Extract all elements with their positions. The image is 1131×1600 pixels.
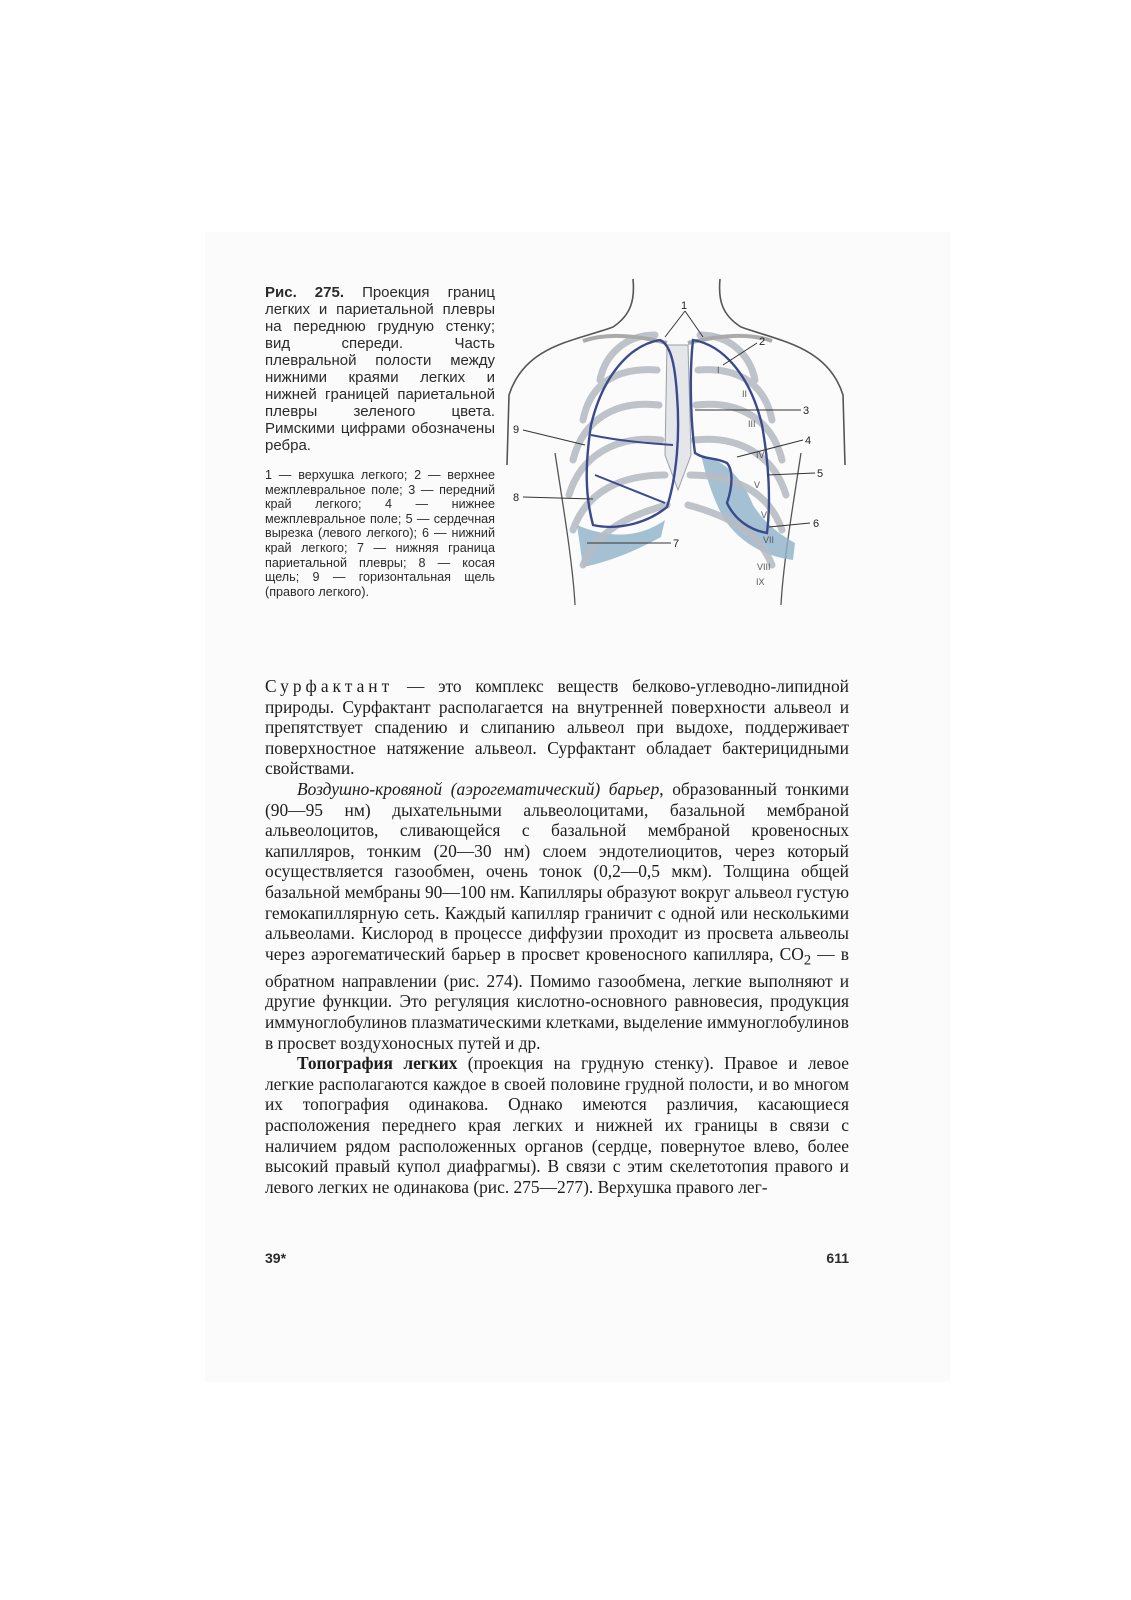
body-text (265, 676, 849, 1197)
rib-label-4: IV (756, 450, 765, 460)
paragraph-surfactant (265, 676, 849, 779)
rib-label-3: III (748, 419, 756, 429)
callout-6: 6 (813, 518, 820, 530)
callout-5: 5 (817, 468, 824, 480)
pleural-space-left (701, 455, 795, 560)
chest-figure (505, 275, 850, 635)
rib-label-2: II (742, 389, 748, 399)
callout-2: 2 (759, 336, 766, 348)
figure-label: Рис. 275. (265, 284, 344, 301)
co2-subscript: 2 (803, 952, 812, 969)
term-surfactant: Сурфактант (265, 676, 394, 696)
rib-label-6: VI (761, 510, 770, 520)
figure-caption (265, 284, 495, 599)
callout-1: 1 (681, 300, 688, 312)
callout-9: 9 (513, 424, 520, 436)
paragraph-topography (265, 1053, 849, 1197)
paragraph-topography-text: (проекция на грудную стенку). Правое и левое легкие располагаются каждое в своей половине грудной полости, и во многом их топография одинакова. Однако имеются различия, касающиеся расположения переднего края легких и нижней их границы в связи с наличием рядом расположенных органов (сердце, повернутое влево, более высокий правый купол диафрагмы). В связи с этим скелетотопия правого и левого легких не одинакова (рис. 275—277). Верхушка правого лег- (265, 1053, 849, 1197)
page-number: 611 (826, 1250, 849, 1266)
figure-legend: 1 — верхушка легкого; 2 — верхнее межплевральное поле; 3 — передний край легкого; 4 — нижнее межплевральное поле; 5 — сердечная вырезка (левого легкого); 6 — нижний край легкого; 7 — нижняя граница париетальной плевры; 8 — косая щель; 9 — горизонтальная щель (правого легкого). (265, 468, 495, 599)
callout-4: 4 (805, 435, 812, 447)
callout-8: 8 (513, 492, 520, 504)
callout-3: 3 (803, 405, 810, 417)
paragraph-barrier (265, 779, 849, 1053)
rib-label-9: IX (756, 577, 765, 587)
paragraph-surfactant-text: — это комплекс веществ белково-углеводно-липидной природы. Сурфактант располагается на внутренней поверхности альвеол и препятствует спадению и слипанию альвеол при выдохе, поддерживает поверхностное натяжение альвеол. Сурфактант обладает бактерицидными свойствами. (265, 676, 849, 779)
paragraph-barrier-text-b: — в обратном направлении (рис. 274). Помимо газообмена, легкие выполняют и другие функции. Это регуляция кислотно-основного равновесия, продукция иммуноглобулинов плазматическими клетками, выделение иммуноглобулинов в просвет воздухоносных путей и др. (265, 943, 849, 1053)
rib-label-8: VIII (757, 562, 771, 572)
term-topography: Топография легких (297, 1053, 458, 1074)
term-barrier: Воздушно-кровяной (аэрогематический) барьер (297, 778, 660, 799)
figure-title (265, 284, 495, 454)
paragraph-barrier-text-a: , образованный тонкими (90—95 нм) дыхательными альвеолоцитами, базальной мембраной альвеолоцитов, сливающейся с базальной мембраной кровеносных капилляров, тонким (20—30 нм) слоем эндотелиоцитов, через который осуществляется газообмен, очень тонок (0,2—0,5 мкм). Толщина общей базальной мембраны 90—100 нм. Капилляры образуют вокруг альвеол густую гемокапиллярную сеть. Каждый капилляр граничит с одной или несколькими альвеолами. Кислород в процессе диффузии проходит из просвета альвеолы через аэрогематический барьер в просвет кровеносного капилляра, CO (265, 778, 849, 964)
figure-title-text: Проекция границ легких и париетальной плевры на переднюю грудную стенку; вид спереди. Часть плевральной полости между нижними краями легких и нижней границей париетальной плевры зеленого цвета. Римскими цифрами обозначены ребра. (265, 284, 495, 454)
rib-label-1: I (717, 365, 720, 375)
signature-mark: 39* (265, 1250, 287, 1266)
callout-7: 7 (673, 538, 680, 550)
rib-label-5: V (754, 480, 761, 490)
chest-diagram (505, 275, 850, 635)
rib-label-7: VII (763, 535, 775, 545)
